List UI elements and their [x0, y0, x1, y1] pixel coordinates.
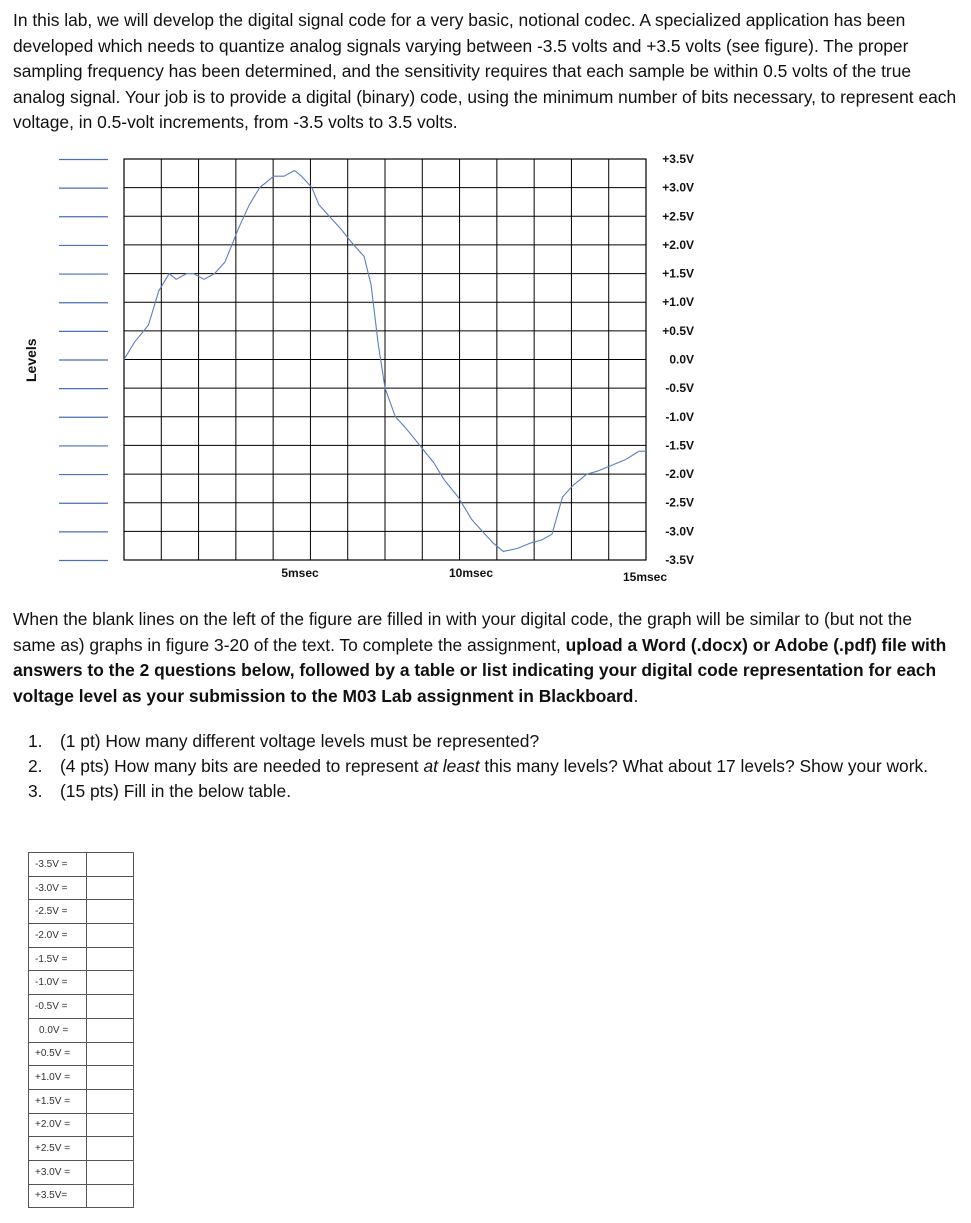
voltage-level-cell: +1.0V = [29, 1066, 87, 1090]
table-row [29, 1113, 134, 1137]
instructions-end: . [633, 685, 639, 706]
code-answer-cell[interactable] [87, 900, 134, 924]
code-answer-cell[interactable] [87, 853, 134, 877]
question-text: (4 pts) How many bits are needed to represent [60, 756, 424, 776]
voltage-label: -2.5V [665, 495, 694, 510]
code-answer-cell[interactable] [87, 1113, 134, 1137]
code-answer-cell[interactable] [87, 1184, 134, 1208]
code-answer-cell[interactable] [87, 1137, 134, 1161]
instructions-bold: upload a Word (.docx) or Adobe (.pdf) file with answers to the 2 questions below, followed by a table or list indicating your digital code representation for each voltage level as your submission to the M03 Lab assignment in Blackboard [13, 634, 947, 706]
voltage-label: -3.0V [665, 524, 694, 539]
code-answer-cell[interactable] [87, 1042, 134, 1066]
voltage-label: +2.5V [662, 209, 694, 224]
voltage-level-cell: -2.5V = [29, 900, 87, 924]
voltage-label: +1.0V [662, 295, 694, 310]
code-answer-cell[interactable] [87, 924, 134, 948]
instructions-text: When the blank lines on the left of the figure are filled in with your digital code, the graph will be similar to (but not the same as) graphs in figure 3-20 of the text. To complete the assignment, [13, 609, 913, 655]
voltage-label: -1.5V [665, 438, 694, 453]
table-row [29, 1089, 134, 1113]
voltage-label: 0.0V [669, 352, 694, 367]
question-text: this many levels? What about 17 levels? Show your work. [479, 756, 929, 776]
signal-figure [0, 140, 971, 590]
question-text: (15 pts) Fill in the below table. [60, 781, 292, 801]
voltage-label: +3.5V [662, 152, 694, 166]
signal-chart [0, 140, 971, 590]
voltage-level-cell: +3.5V= [29, 1184, 87, 1208]
table-row [29, 1137, 134, 1161]
voltage-label: +0.5V [662, 323, 694, 338]
table-row [29, 900, 134, 924]
voltage-label: -1.0V [665, 409, 694, 424]
voltage-label: +2.0V [662, 237, 694, 252]
instructions-paragraph [13, 607, 958, 709]
levels-axis-label: Levels [23, 338, 39, 382]
time-label: 15msec [622, 570, 668, 584]
voltage-level-cell: 0.0V = [29, 1018, 87, 1042]
question-number: 3. [28, 781, 43, 801]
table-row [29, 971, 134, 995]
voltage-label: -0.5V [665, 381, 694, 396]
code-answer-cell[interactable] [87, 971, 134, 995]
question-emphasis: at least [423, 756, 480, 776]
voltage-level-cell: -3.5V = [29, 853, 87, 877]
answer-table [28, 852, 134, 1208]
voltage-label: -2.0V [665, 467, 694, 482]
question-3 [28, 779, 948, 804]
table-row [29, 995, 134, 1019]
question-number: 1. [28, 731, 43, 751]
voltage-level-cell: -0.5V = [29, 995, 87, 1019]
code-answer-cell[interactable] [87, 1089, 134, 1113]
voltage-level-cell: -1.0V = [29, 971, 87, 995]
voltage-level-cell: +1.5V = [29, 1089, 87, 1113]
voltage-level-cell: -1.5V = [29, 947, 87, 971]
voltage-label: +1.5V [662, 266, 694, 281]
question-text: (1 pt) How many different voltage levels must be represented? [60, 731, 540, 751]
table-row [29, 1066, 134, 1090]
voltage-level-cell: +2.0V = [29, 1113, 87, 1137]
time-label: 10msec [448, 566, 494, 580]
voltage-level-cell: -2.0V = [29, 924, 87, 948]
table-row [29, 1160, 134, 1184]
voltage-level-cell: +3.0V = [29, 1160, 87, 1184]
question-list [28, 729, 948, 804]
voltage-level-cell: -3.0V = [29, 876, 87, 900]
voltage-label: -3.5V [665, 553, 694, 567]
table-row [29, 1018, 134, 1042]
time-label: 5msec [281, 566, 319, 580]
question-2 [28, 754, 948, 779]
code-answer-cell[interactable] [87, 1066, 134, 1090]
table-row [29, 947, 134, 971]
table-row [29, 924, 134, 948]
code-answer-cell[interactable] [87, 876, 134, 900]
intro-paragraph: In this lab, we will develop the digital signal code for a very basic, notional codec. A specialized application has been developed which needs to quantize analog signals varying between -3.5 volts and +3.5 volts (see figure). The proper sampling frequency has been determined, and the sensitivity requires that each sample be within 0.5 volts of the true analog signal. Your job is to provide a digital (binary) code, using the minimum number of bits necessary, to represent each voltage, in 0.5-volt increments, from -3.5 volts to 3.5 volts. [13, 10, 957, 132]
code-answer-cell[interactable] [87, 947, 134, 971]
table-row [29, 853, 134, 877]
table-row [29, 1184, 134, 1208]
code-answer-cell[interactable] [87, 1018, 134, 1042]
table-row [29, 876, 134, 900]
voltage-level-cell: +2.5V = [29, 1137, 87, 1161]
question-1 [28, 729, 948, 754]
code-answer-cell[interactable] [87, 1160, 134, 1184]
question-number: 2. [28, 756, 43, 776]
voltage-level-cell: +0.5V = [29, 1042, 87, 1066]
voltage-label: +3.0V [662, 180, 694, 195]
table-row [29, 1042, 134, 1066]
code-answer-cell[interactable] [87, 995, 134, 1019]
